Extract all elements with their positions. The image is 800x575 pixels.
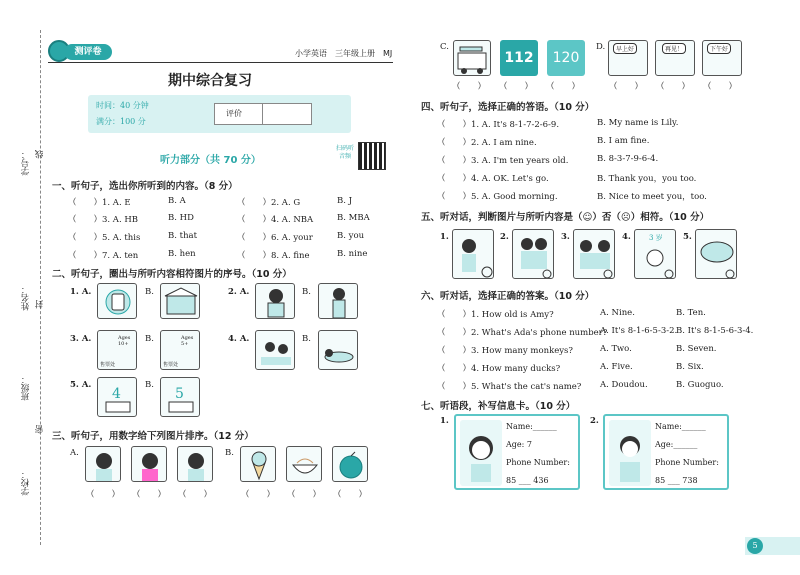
- image-orange: [332, 446, 368, 482]
- info-card-2: [603, 414, 729, 490]
- s2-q1: 1. A.: [70, 287, 92, 297]
- side-label-feng: 封: [35, 300, 45, 309]
- image-ticket-ages-10[interactable]: [97, 330, 137, 370]
- s2-q3-b: B.: [145, 334, 154, 344]
- side-label-xingming: 姓名：: [21, 285, 31, 311]
- s5-title: 五、听对话，判断图片与所听内容是（☺）否（☹）相符。（10 分）: [421, 212, 710, 223]
- image-noodles: [286, 446, 322, 482]
- card2-photo: [609, 420, 651, 486]
- s3c-d: D.: [596, 42, 606, 52]
- card2-phone-value[interactable]: 85 ___ 738: [655, 476, 698, 485]
- image-girl-sitting[interactable]: [255, 283, 295, 319]
- bubble-afternoon: 下午好: [707, 43, 731, 54]
- card1-photo: [460, 420, 502, 486]
- s3-paren-2[interactable]: （ ）: [132, 490, 167, 500]
- s3c-paren-3[interactable]: （ ）: [546, 82, 581, 92]
- s1-q3[interactable]: （ ）3. A. HB: [68, 215, 139, 225]
- image-phone-call[interactable]: [97, 283, 137, 319]
- s1-title: 一、听句子，选出你所听到的内容。（8 分）: [52, 181, 238, 192]
- s1-q7-b: B. hen: [168, 249, 196, 259]
- s5-n3: 3.: [561, 232, 570, 242]
- s4-q5-b: B. Nice to meet you，too.: [597, 192, 707, 202]
- bubble-morning: 早上好: [613, 43, 637, 54]
- s4-q5[interactable]: （ ）5. A. Good morning.: [437, 192, 558, 202]
- s4-q4[interactable]: （ ）4. A. OK. Let's go.: [437, 174, 549, 184]
- s3-paren-6[interactable]: （ ）: [333, 490, 368, 500]
- s4-title: 四、听句子，选择正确的答语。（10 分）: [421, 102, 595, 113]
- image-cat-age: [634, 229, 676, 279]
- s3-title: 三、听句子，用数字给下列图片排序。（12 分）: [52, 431, 254, 442]
- bubble-bye: 再见！: [662, 43, 686, 54]
- s5-n5: 5.: [683, 232, 692, 242]
- card1-age: Age: 7: [506, 440, 532, 449]
- s6-q4[interactable]: （ ）4. How many ducks?: [437, 364, 561, 374]
- s3-paren-4[interactable]: （ ）: [241, 490, 276, 500]
- s6-q5-b: B. Guoguo.: [676, 380, 724, 390]
- s1-q6-b: B. you: [337, 231, 365, 241]
- card1-phone-value[interactable]: 85 ___ 436: [506, 476, 549, 485]
- s6-q1[interactable]: （ ）1. How old is Amy?: [437, 310, 554, 320]
- scan-label: 扫码听音频: [335, 145, 354, 160]
- card1-phone-label: Phone Number:: [506, 458, 570, 467]
- s3c-paren-5[interactable]: （ ）: [656, 82, 691, 92]
- image-greeting-morning: [608, 40, 648, 76]
- side-label-xuexiao: 学校：: [21, 470, 31, 496]
- s1-q8-b: B. nine: [337, 249, 368, 259]
- card2-num: 2.: [590, 416, 599, 426]
- image-greeting-bye: [655, 40, 695, 76]
- image-boy: [85, 446, 121, 482]
- s3c-c: C.: [440, 42, 449, 52]
- s2-q5-b: B.: [145, 380, 154, 390]
- grade-divider: [262, 103, 263, 125]
- qr-code-icon: [358, 142, 386, 170]
- image-meeting: [573, 229, 615, 279]
- card1-num: 1.: [440, 416, 449, 426]
- s2-q2: 2. A.: [228, 287, 250, 297]
- card2-age[interactable]: Age:______: [655, 440, 698, 449]
- s3-paren-3[interactable]: （ ）: [178, 490, 213, 500]
- image-birthday-cake-4[interactable]: [97, 377, 137, 417]
- time-label: 时间：40 分钟: [96, 101, 149, 110]
- shop-sign-a: 售票处: [100, 362, 116, 368]
- s5-n2: 2.: [500, 232, 509, 242]
- s6-q1-b: B. Ten.: [676, 308, 706, 318]
- s7-title: 七、听语段，补写信息卡。（10 分）: [421, 401, 576, 412]
- image-girl-standing[interactable]: [318, 283, 358, 319]
- s6-q5-a: A. Doudou.: [600, 380, 648, 390]
- image-girl-2: [177, 446, 213, 482]
- s4-q3-b: B. 8-3-7-9-6-4.: [597, 154, 659, 164]
- shop-sign-b: 售票处: [163, 362, 179, 368]
- s6-q4-a: A. Five.: [600, 362, 633, 372]
- s6-q5[interactable]: （ ）5. What's the cat's name?: [437, 382, 582, 392]
- age-3-label: 3 岁: [649, 234, 663, 242]
- s3c-paren-4[interactable]: （ ）: [609, 82, 644, 92]
- svg-text:5: 5: [175, 386, 184, 402]
- binding-line: [40, 30, 41, 545]
- s1-q5[interactable]: （ ）5. A. this: [68, 233, 141, 243]
- age-sign-a: Ages 10+: [118, 335, 131, 347]
- s3c-paren-6[interactable]: （ ）: [703, 82, 738, 92]
- s6-q2-b: B. It's 8-1-5-6-3-4.: [676, 326, 754, 336]
- s3c-paren-1[interactable]: （ ）: [452, 82, 487, 92]
- page-number: 5: [747, 538, 763, 554]
- image-building[interactable]: [160, 283, 200, 319]
- card1-name[interactable]: Name:______: [506, 422, 557, 431]
- header-subject: 小学英语 三年级上册 MJ: [295, 49, 393, 58]
- s2-q5: 5. A.: [70, 380, 92, 390]
- s4-q1[interactable]: （ ）1. A. It's 8-1-7-2-6-9.: [437, 120, 560, 130]
- s1-q2-b: B. J: [337, 196, 353, 206]
- badge: 测评卷: [64, 44, 112, 60]
- s6-q1-a: A. Nine.: [600, 308, 635, 318]
- image-greeting-afternoon: [702, 40, 742, 76]
- s1-q3-b: B. HD: [168, 213, 194, 223]
- image-ducks: [695, 229, 737, 279]
- side-label-mi: 密: [35, 425, 45, 434]
- s5-n4: 4.: [622, 232, 631, 242]
- page-title: 期中综合复习: [168, 73, 252, 89]
- grade-label: 评价: [226, 109, 242, 118]
- s4-q2-b: B. I am fine.: [597, 136, 650, 146]
- card2-name[interactable]: Name:______: [655, 422, 706, 431]
- svg-text:4: 4: [112, 386, 121, 402]
- s3-a: A.: [70, 448, 79, 458]
- s4-q1-b: B. My name is Lily.: [597, 118, 679, 128]
- s3c-paren-2[interactable]: （ ）: [499, 82, 534, 92]
- s6-q2[interactable]: （ ）2. What's Ada's phone number?: [437, 328, 608, 338]
- s2-q2-b: B.: [302, 287, 311, 297]
- image-fire-truck: [453, 40, 491, 76]
- s4-q2[interactable]: （ ）2. A. I am nine.: [437, 138, 537, 148]
- s6-q2-a: A. It's 8-1-6-5-3-2.: [600, 326, 678, 336]
- score-label: 满分：100 分: [96, 117, 146, 126]
- s1-q6[interactable]: （ ）6. A. your: [237, 233, 313, 243]
- image-kids-lying[interactable]: [318, 330, 358, 370]
- image-two-kids: [512, 229, 554, 279]
- s4-q4-b: B. Thank you，you too.: [597, 174, 697, 184]
- s1-q4[interactable]: （ ）4. A. NBA: [237, 215, 314, 225]
- s2-q4-b: B.: [302, 334, 311, 344]
- card2-phone-label: Phone Number:: [655, 458, 719, 467]
- s1-q5-b: B. that: [168, 231, 198, 241]
- s6-q3-a: A. Two.: [600, 344, 632, 354]
- sign-112: 112: [500, 40, 538, 76]
- s1-q2[interactable]: （ ）2. A. G: [237, 198, 301, 208]
- s3-paren-5[interactable]: （ ）: [287, 490, 322, 500]
- s1-q7[interactable]: （ ）7. A. ten: [68, 251, 139, 261]
- s4-q3[interactable]: （ ）3. A. I'm ten years old.: [437, 156, 569, 166]
- s2-q1-b: B.: [145, 287, 154, 297]
- header-rule: [48, 62, 393, 63]
- image-ticket-ages-5[interactable]: [160, 330, 200, 370]
- s6-q3[interactable]: （ ）3. How many monkeys?: [437, 346, 573, 356]
- side-label-xian: 线: [35, 150, 45, 159]
- s1-q4-b: B. MBA: [337, 213, 370, 223]
- info-card-1: [454, 414, 580, 490]
- s6-q4-b: B. Six.: [676, 362, 704, 372]
- s2-title: 二、听句子，圈出与所听内容相符图片的序号。（10 分）: [52, 269, 292, 280]
- image-girl: [131, 446, 167, 482]
- s3-paren-1[interactable]: （ ）: [86, 490, 121, 500]
- s1-q1-b: B. A: [168, 196, 186, 206]
- s3-b: B.: [225, 448, 234, 458]
- age-sign-b: Ages 5+: [181, 335, 194, 347]
- s2-q3: 3. A.: [70, 334, 92, 344]
- image-boy-writing: [452, 229, 494, 279]
- s5-n1: 1.: [440, 232, 449, 242]
- side-label-banji: 班级：: [21, 375, 31, 401]
- s2-q4: 4. A.: [228, 334, 250, 344]
- s1-q1[interactable]: （ ）1. A. E: [68, 198, 131, 208]
- s1-q8[interactable]: （ ）8. A. fine: [237, 251, 310, 261]
- image-ice-cream: [240, 446, 276, 482]
- listening-part-heading: 听力部分（共 70 分）: [160, 155, 261, 166]
- s6-title: 六、听对话，选择正确的答案。（10 分）: [421, 291, 595, 302]
- s6-q3-b: B. Seven.: [676, 344, 717, 354]
- side-label-xuehao: 学号：: [21, 150, 31, 176]
- image-birthday-cake-5[interactable]: [160, 377, 200, 417]
- image-kids-playing[interactable]: [255, 330, 295, 370]
- sign-120: 120: [547, 40, 585, 76]
